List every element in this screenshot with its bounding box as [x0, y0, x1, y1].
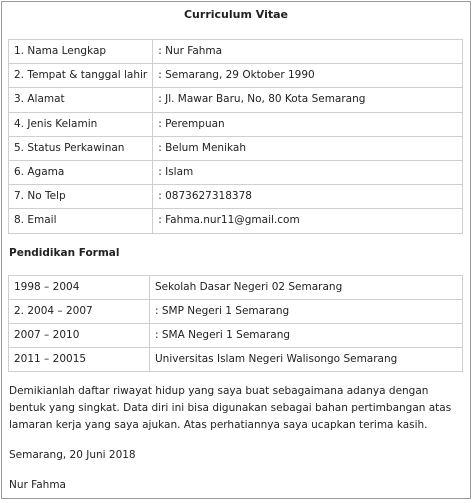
field-value: : Semarang, 29 Oktober 1990 — [153, 64, 463, 88]
field-label: 7. No Telp — [9, 185, 153, 209]
table-row — [9, 348, 463, 372]
table-row — [9, 324, 463, 348]
personal-info-table — [8, 39, 463, 234]
education-period: 2011 – 20015 — [9, 348, 150, 372]
field-value: : Nur Fahma — [153, 40, 463, 64]
field-value: : Belum Menikah — [153, 136, 463, 160]
field-value: : Perempuan — [153, 112, 463, 136]
field-label: 5. Status Perkawinan — [9, 136, 153, 160]
document-title: Curriculum Vitae — [183, 8, 288, 21]
education-school: : SMP Negeri 1 Semarang — [150, 300, 463, 324]
field-label: 2. Tempat & tanggal lahir — [9, 64, 153, 88]
field-label: 1. Nama Lengkap — [9, 40, 153, 64]
education-school: Universitas Islam Negeri Walisongo Semarang — [150, 348, 463, 372]
education-heading: Pendidikan Formal — [9, 247, 120, 259]
education-school: : SMA Negeri 1 Semarang — [150, 324, 463, 348]
table-row — [9, 40, 463, 64]
education-school: Sekolah Dasar Negeri 02 Semarang — [150, 276, 463, 300]
table-row — [9, 112, 463, 136]
education-period: 2. 2004 – 2007 — [9, 300, 150, 324]
field-label: 8. Email — [9, 209, 153, 233]
table-row — [9, 300, 463, 324]
table-row — [9, 209, 463, 233]
cv-document — [1, 1, 471, 499]
signer-name: Nur Fahma — [9, 479, 66, 491]
field-value: : 0873627318378 — [153, 185, 463, 209]
table-row — [9, 88, 463, 112]
table-row — [9, 185, 463, 209]
table-row — [9, 160, 463, 184]
field-value: : Fahma.nur11@gmail.com — [153, 209, 463, 233]
table-row — [9, 136, 463, 160]
education-period: 1998 – 2004 — [9, 276, 150, 300]
education-period: 2007 – 2010 — [9, 324, 150, 348]
education-table — [8, 275, 463, 372]
place-date: Semarang, 20 Juni 2018 — [9, 449, 136, 461]
field-value: : Islam — [153, 160, 463, 184]
field-label: 6. Agama — [9, 160, 153, 184]
table-row — [9, 64, 463, 88]
field-label: 4. Jenis Kelamin — [9, 112, 153, 136]
closing-paragraph: Demikianlah daftar riwayat hidup yang saya buat sebagaimana adanya dengan bentuk yang singkat. Data diri ini bisa digunakan sebagai bahan pertimbangan atas lamaran kerja yang saya ajukan. Atas perhatiannya saya ucapkan terima kasih. — [9, 385, 452, 431]
table-row — [9, 276, 463, 300]
field-value: : Jl. Mawar Baru, No, 80 Kota Semarang — [153, 88, 463, 112]
field-label: 3. Alamat — [9, 88, 153, 112]
